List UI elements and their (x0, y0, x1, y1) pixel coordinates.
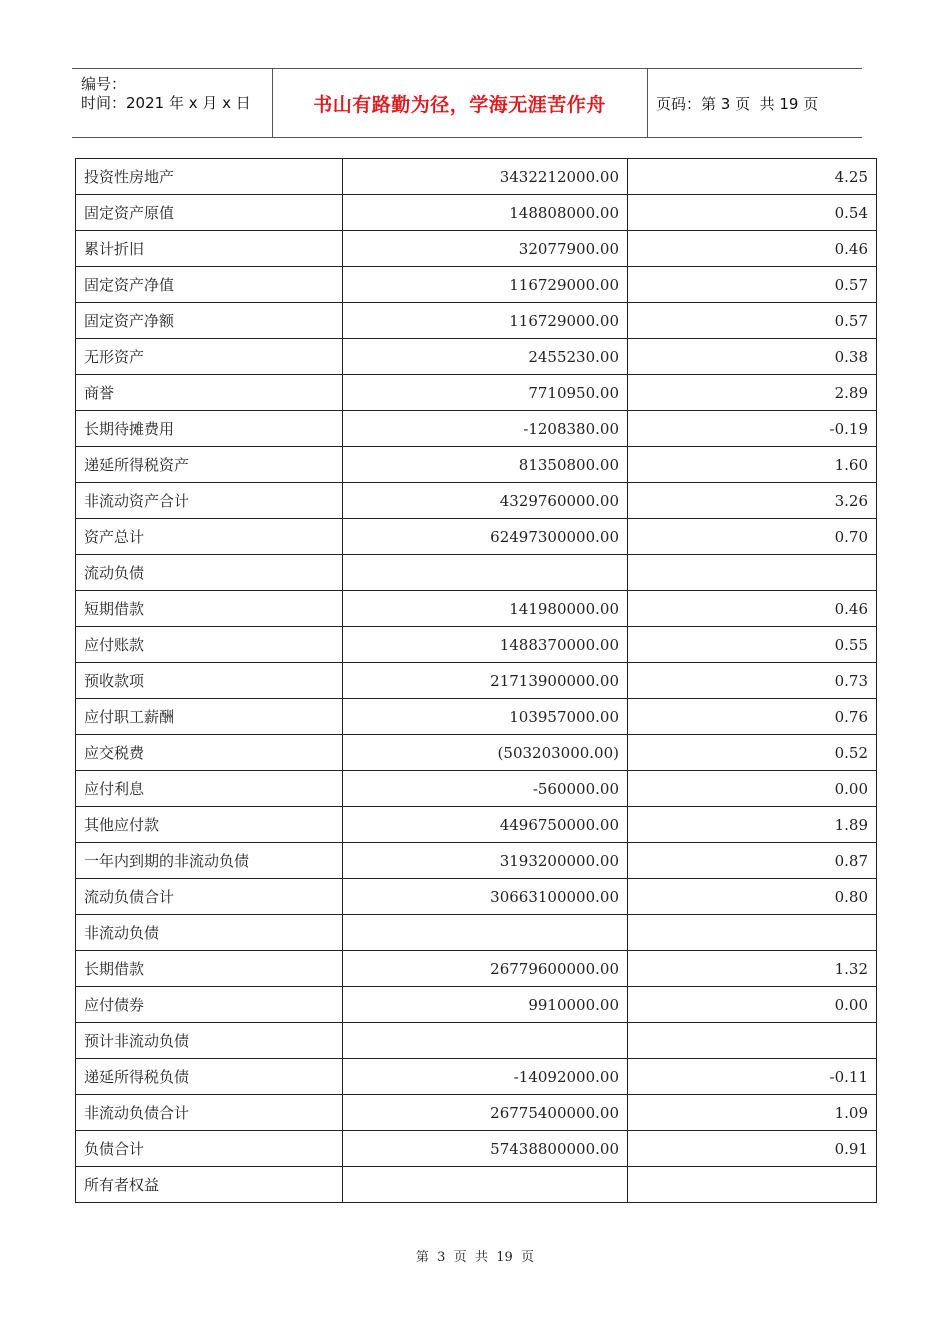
table-row (76, 1059, 877, 1095)
page-header (72, 68, 862, 138)
row-amount-cell: (503203000.00) (343, 735, 628, 771)
row-amount-cell: 3193200000.00 (343, 843, 628, 879)
row-amount-cell (343, 555, 628, 591)
row-name-cell: 递延所得税资产 (76, 447, 343, 483)
header-divider (647, 69, 648, 137)
row-name-cell: 流动负债 (76, 555, 343, 591)
row-name-cell: 资产总计 (76, 519, 343, 555)
row-name-cell: 应交税费 (76, 735, 343, 771)
table-row (76, 987, 877, 1023)
row-amount-cell: 3432212000.00 (343, 159, 628, 195)
table-row (76, 771, 877, 807)
table-row (76, 807, 877, 843)
row-amount-cell: 116729000.00 (343, 303, 628, 339)
row-amount-cell: 141980000.00 (343, 591, 628, 627)
row-ratio-cell: 0.00 (628, 987, 877, 1023)
table-row (76, 627, 877, 663)
row-amount-cell: -560000.00 (343, 771, 628, 807)
row-ratio-cell: 0.38 (628, 339, 877, 375)
table-row (76, 699, 877, 735)
row-name-cell: 递延所得税负债 (76, 1059, 343, 1095)
row-ratio-cell (628, 1167, 877, 1203)
row-amount-cell: 57438800000.00 (343, 1131, 628, 1167)
table-row (76, 1023, 877, 1059)
table-row (76, 519, 877, 555)
row-ratio-cell: 1.32 (628, 951, 877, 987)
table-row (76, 303, 877, 339)
table-row (76, 879, 877, 915)
document-time-label: 时间：2021 年 x 月 x 日 (81, 94, 251, 112)
row-name-cell: 应付职工薪酬 (76, 699, 343, 735)
row-name-cell: 流动负债合计 (76, 879, 343, 915)
balance-sheet-table (75, 158, 877, 1203)
header-meta (72, 69, 272, 137)
row-ratio-cell: 0.91 (628, 1131, 877, 1167)
row-amount-cell: 103957000.00 (343, 699, 628, 735)
table-row (76, 591, 877, 627)
table-row (76, 267, 877, 303)
table-row (76, 915, 877, 951)
row-amount-cell: 148808000.00 (343, 195, 628, 231)
row-ratio-cell: 1.89 (628, 807, 877, 843)
row-ratio-cell: 0.70 (628, 519, 877, 555)
row-ratio-cell: 1.60 (628, 447, 877, 483)
table-row (76, 195, 877, 231)
row-name-cell: 非流动负债合计 (76, 1095, 343, 1131)
row-amount-cell: 4329760000.00 (343, 483, 628, 519)
row-name-cell: 其他应付款 (76, 807, 343, 843)
row-name-cell: 长期待摊费用 (76, 411, 343, 447)
row-name-cell: 非流动资产合计 (76, 483, 343, 519)
row-ratio-cell: 0.80 (628, 879, 877, 915)
row-name-cell: 无形资产 (76, 339, 343, 375)
page-footer: 第 3 页 共 19 页 (415, 1250, 535, 1265)
row-amount-cell: 30663100000.00 (343, 879, 628, 915)
row-name-cell: 应付账款 (76, 627, 343, 663)
row-amount-cell: 21713900000.00 (343, 663, 628, 699)
row-ratio-cell: -0.19 (628, 411, 877, 447)
row-ratio-cell: 3.26 (628, 483, 877, 519)
row-name-cell: 所有者权益 (76, 1167, 343, 1203)
table-row (76, 231, 877, 267)
row-amount-cell (343, 1023, 628, 1059)
row-ratio-cell: 0.57 (628, 267, 877, 303)
table-row (76, 1095, 877, 1131)
row-amount-cell (343, 1167, 628, 1203)
row-name-cell: 非流动负债 (76, 915, 343, 951)
row-amount-cell: 81350800.00 (343, 447, 628, 483)
row-name-cell: 负债合计 (76, 1131, 343, 1167)
table-row (76, 339, 877, 375)
row-amount-cell: 4496750000.00 (343, 807, 628, 843)
row-amount-cell: 9910000.00 (343, 987, 628, 1023)
row-name-cell: 商誉 (76, 375, 343, 411)
row-amount-cell (343, 915, 628, 951)
row-name-cell: 一年内到期的非流动负债 (76, 843, 343, 879)
row-ratio-cell: 0.76 (628, 699, 877, 735)
row-ratio-cell: -0.11 (628, 1059, 877, 1095)
table-row (76, 483, 877, 519)
row-amount-cell: -1208380.00 (343, 411, 628, 447)
row-name-cell: 应付利息 (76, 771, 343, 807)
row-name-cell: 长期借款 (76, 951, 343, 987)
row-name-cell: 预收款项 (76, 663, 343, 699)
row-ratio-cell: 0.52 (628, 735, 877, 771)
row-ratio-cell: 1.09 (628, 1095, 877, 1131)
row-name-cell: 累计折旧 (76, 231, 343, 267)
row-name-cell: 投资性房地产 (76, 159, 343, 195)
row-amount-cell: 7710950.00 (343, 375, 628, 411)
header-page-info (656, 69, 862, 137)
row-name-cell: 固定资产净值 (76, 267, 343, 303)
table-row (76, 843, 877, 879)
row-ratio-cell: 0.54 (628, 195, 877, 231)
table-row (76, 411, 877, 447)
table-row (76, 159, 877, 195)
row-ratio-cell: 0.73 (628, 663, 877, 699)
row-amount-cell: 2455230.00 (343, 339, 628, 375)
table-row (76, 951, 877, 987)
table-row (76, 663, 877, 699)
row-name-cell: 短期借款 (76, 591, 343, 627)
row-name-cell: 固定资产净额 (76, 303, 343, 339)
table-row (76, 1131, 877, 1167)
row-ratio-cell: 2.89 (628, 375, 877, 411)
table-row (76, 447, 877, 483)
row-ratio-cell (628, 915, 877, 951)
table-row (76, 375, 877, 411)
row-ratio-cell: 0.46 (628, 231, 877, 267)
document-number-label: 编号： (81, 75, 127, 93)
row-ratio-cell: 0.55 (628, 627, 877, 663)
row-ratio-cell (628, 555, 877, 591)
table-row (76, 1167, 877, 1203)
row-ratio-cell: 0.00 (628, 771, 877, 807)
table-row (76, 555, 877, 591)
header-motto: 书山有路勤为径，学海无涯苦作舟 (313, 93, 606, 116)
row-amount-cell: 26779600000.00 (343, 951, 628, 987)
header-page-label: 页码：第 3 页 共 19 页 (656, 94, 819, 113)
row-name-cell: 应付债券 (76, 987, 343, 1023)
row-ratio-cell: 4.25 (628, 159, 877, 195)
row-amount-cell: 116729000.00 (343, 267, 628, 303)
row-ratio-cell: 0.46 (628, 591, 877, 627)
row-ratio-cell: 0.57 (628, 303, 877, 339)
row-name-cell: 固定资产原值 (76, 195, 343, 231)
row-amount-cell: -14092000.00 (343, 1059, 628, 1095)
row-amount-cell: 1488370000.00 (343, 627, 628, 663)
table-row (76, 735, 877, 771)
row-name-cell: 预计非流动负债 (76, 1023, 343, 1059)
row-ratio-cell (628, 1023, 877, 1059)
row-amount-cell: 32077900.00 (343, 231, 628, 267)
row-amount-cell: 26775400000.00 (343, 1095, 628, 1131)
table-body (76, 159, 877, 1203)
row-ratio-cell: 0.87 (628, 843, 877, 879)
row-amount-cell: 62497300000.00 (343, 519, 628, 555)
